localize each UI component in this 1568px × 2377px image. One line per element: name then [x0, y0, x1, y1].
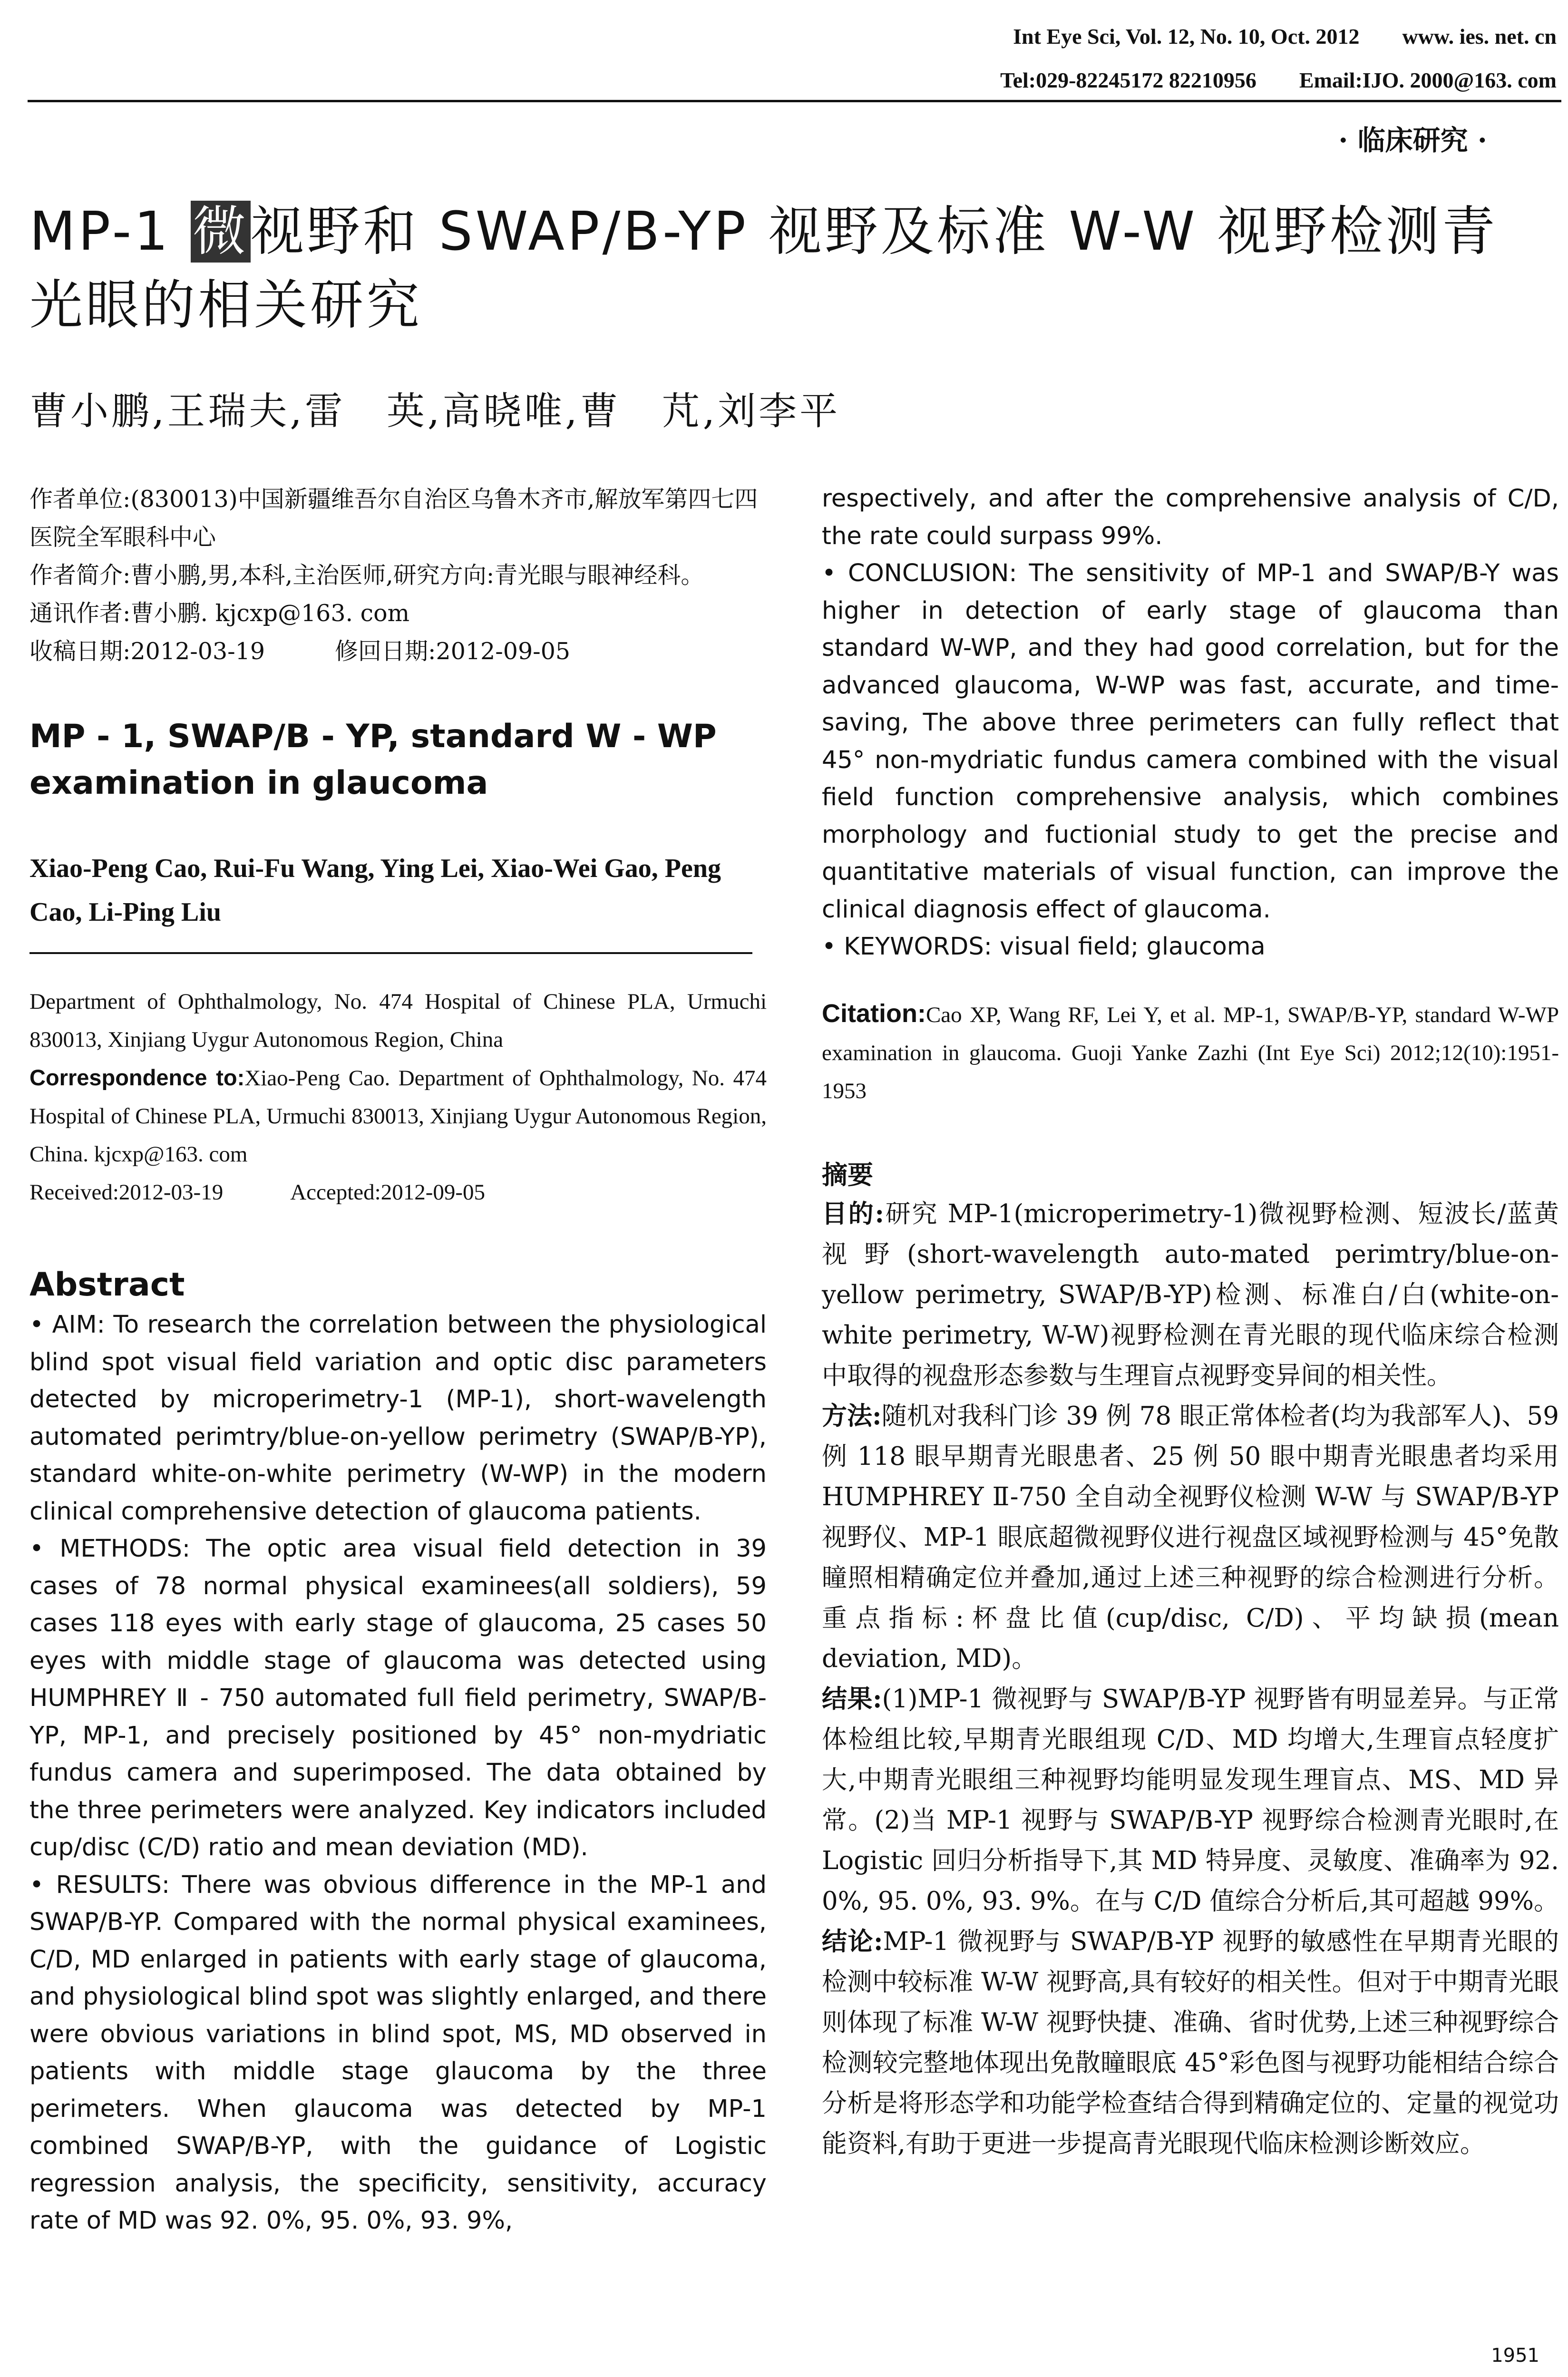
- journal-email: Email:IJO. 2000@163. com: [1299, 68, 1557, 92]
- journal-contact: [1000, 68, 1557, 93]
- citation-text: Cao XP, Wang RF, Lei Y, et al. MP-1, SWAP/B-YP, standard W-WP examination in glaucoma. Guoji Yanke Zazhi (Int Eye Sci) 2012;12(10):1951-1953: [822, 1002, 1559, 1103]
- journal-citation: Int Eye Sci, Vol. 12, No. 10, Oct. 2012: [1013, 24, 1360, 49]
- page-number: 1951: [1491, 2345, 1539, 2367]
- cn-results: [822, 1679, 1559, 1921]
- cn-methods-text: 随机对我科门诊 39 例 78 眼正常体检者(均为我部军人)、59 例 118 眼早期青光眼患者、25 例 50 眼中期青光眼患者均采用 HUMPHREY Ⅱ-750 全自动全视野仪检测 W-W 与 SWAP/B-YP 视野仪、MP-1 眼底超微视野仪进行视盘区域视野检测与 45°免散瞳照相精确定位并叠加,通过上述三种视野的综合检测进行分析。重点指标:杯盘比值(cup/disc, C/D)、平均缺损(mean deviation, MD)。: [822, 1401, 1559, 1673]
- cn-aim-text: 研究 MP-1(microperimetry-1)微视野检测、短波长/蓝黄视野(short-wavelength auto-mated perimtry/blue-on-yellow perimetry, SWAP/B-YP)检测、标准白/白(white-on-white perimetry, W-W)视野检测在青光眼的现代临床综合检测中取得的视盘形态参数与生理盲点视野变异间的相关性。: [822, 1199, 1559, 1390]
- affiliation: [29, 983, 767, 1211]
- author-info-chinese: [29, 480, 767, 671]
- cn-results-text: (1)MP-1 微视野与 SWAP/B-YP 视野皆有明显差异。与正常体检组比较,早期青光眼组现 C/D、MD 均增大,生理盲点轻度扩大,中期青光眼组三种视野均能明显发现生理盲点、MS、MD 异常。(2)当 MP-1 视野与 SWAP/B-YP 视野综合检测青光眼时,在 Logistic 回归分析指导下,其 MD 特异度、灵敏度、准确率为 92. 0%, 95. 0%, 93. 9%。在与 C/D 值综合分析后,其可超越 99%。: [822, 1684, 1559, 1916]
- cn-methods: [822, 1396, 1559, 1679]
- journal-tel: Tel:029-82245172 82210956: [1000, 68, 1256, 92]
- cn-conclusion: [822, 1921, 1559, 2164]
- abstract-conclusion: • CONCLUSION: The sensitivity of MP-1 and SWAP/B-Y was higher in detection of early stage of glaucoma than standard W-WP, and they had good correlation, but for the advanced glaucoma, W-WP was fast, accurate, and time-saving, The above three perimeters can fully reflect that 45° non-mydriatic fundus camera combined with the visual field function comprehensive analysis, which combines morphology and fuctionial study to get the precise and quantitative materials of visual function, can improve the clinical diagnosis effect of glaucoma.: [822, 559, 1559, 924]
- author-bio: 作者简介:曹小鹏,男,本科,主治医师,研究方向:青光眼与眼神经科。: [29, 562, 704, 589]
- journal-website: www. ies. net. cn: [1402, 24, 1557, 49]
- title-part-2: 视野和 SWAP/B-YP 视野及标准 W-W 视野检测青光眼的相关研究: [29, 201, 1498, 336]
- abstract-aim: • AIM: To research the correlation between the physiological blind spot visual field variation and optic disc parameters detected by microperimetry-1 (MP-1), short-wavelength automated perimtry/blue-on-yellow perimetry (SWAP/B-YP), standard white-on-white perimetry (W-WP) in the modern clinical comprehensive detection of glaucoma patients.: [29, 1311, 767, 1526]
- cn-methods-label: 方法:: [822, 1401, 882, 1431]
- title-highlight: 微: [191, 201, 251, 263]
- journal-header: [1013, 24, 1557, 49]
- article-title: [29, 195, 1542, 342]
- cn-conclusion-text: MP-1 微视野与 SWAP/B-YP 视野的敏感性在早期青光眼的检测中较标准 W-W 视野高,具有较好的相关性。但对于中期青光眼则体现了标准 W-W 视野快捷、准确、省时优势,上述三种视野综合检测较完整地体现出免散瞳眼底 45°彩色图与视野功能相结合综合分析是将形态学和功能学检查结合得到精确定位的、定量的视觉功能资料,有助于更进一步提高青光眼现代临床检测诊断效应。: [822, 1927, 1559, 2158]
- abstract-results-continued: respectively, and after the comprehensive analysis of C/D, the rate could surpass 99%.: [822, 485, 1559, 550]
- english-authors: Xiao-Peng Cao, Rui-Fu Wang, Ying Lei, Xiao-Wei Gao, Peng Cao, Li-Ping Liu: [29, 854, 721, 927]
- cn-aim-label: 目的:: [822, 1198, 885, 1228]
- cn-conclusion-label: 结论:: [822, 1926, 883, 1956]
- correspondence: [29, 1059, 767, 1173]
- title-part-1: MP-1: [29, 201, 191, 263]
- citation: [822, 994, 1559, 1110]
- header-divider: [28, 100, 1561, 102]
- cn-results-label: 结果:: [822, 1684, 882, 1714]
- right-column: [822, 480, 1559, 2164]
- chinese-abstract-heading: 摘要: [822, 1159, 873, 1190]
- english-title: MP - 1, SWAP/B - YP, standard W - WP examination in glaucoma: [29, 718, 717, 802]
- abstract-heading: Abstract: [29, 1266, 185, 1304]
- abstract-results: • RESULTS: There was obvious difference in the MP-1 and SWAP/B-YP. Compared with the normal physical examinees, C/D, MD enlarged in patients with early stage of glaucoma, and physiological blind spot was slightly enlarged, and there were obvious variations in blind spot, MS, MD observed in patients with middle stage glaucoma by the three perimeters. When glaucoma was detected by MP-1 combined SWAP/B-YP, with the guidance of Logistic regression analysis, the specificity, sensitivity, accuracy rate of MD was 92. 0%, 95. 0%, 93. 9%,: [29, 1870, 767, 2235]
- authors-divider: [29, 952, 752, 954]
- department: Department of Ophthalmology, No. 474 Hospital of Chinese PLA, Urmuchi 830013, Xinjiang Uygur Autonomous Region, China: [29, 989, 767, 1052]
- abstract-methods: • METHODS: The optic area visual field detection in 39 cases of 78 normal physical examinees(all soldiers), 59 cases 118 eyes with early stage of glaucoma, 25 cases 50 eyes with middle stage of glaucoma was detected using HUMPHREY Ⅱ - 750 automated full field perimetry, SWAP/B-YP, MP-1, and precisely positioned by 45° non-mydriatic fundus camera and superimposed. The data obtained by the three perimeters were analyzed. Key indicators included cup/disc (C/D) ratio and mean deviation (MD).: [29, 1535, 767, 1861]
- correspondence-text: Xiao-Peng Cao. Department of Ophthalmology, No. 474 Hospital of Chinese PLA, Urmuchi 830013, Xinjiang Uygur Autonomous Region, China. kjcxp@163. com: [29, 1066, 767, 1167]
- received-accepted-dates: Received:2012-03-19 Accepted:2012-09-05: [29, 1180, 486, 1205]
- chinese-abstract-body: [822, 1194, 1559, 2164]
- cn-aim: [822, 1194, 1559, 1396]
- corresponding-author: 通讯作者:曹小鹏. kjcxp@163. com: [29, 600, 410, 627]
- citation-label: Citation:: [822, 999, 926, 1028]
- authors-chinese: 曹小鹏,王瑞夫,雷 英,高晓唯,曹 芃,刘李平: [29, 389, 841, 433]
- section-label: · 临床研究 ·: [1338, 124, 1487, 156]
- abstract-body-continued: [822, 480, 1559, 966]
- correspondence-label: Correspondence to:: [29, 1065, 245, 1090]
- abstract-body: [29, 1306, 767, 2240]
- received-dates-chinese: 收稿日期:2012-03-19 修回日期:2012-09-05: [29, 638, 571, 665]
- abstract-keywords: • KEYWORDS: visual field; glaucoma: [822, 933, 1266, 961]
- left-column: [29, 480, 767, 2240]
- author-unit: 作者单位:(830013)中国新疆维吾尔自治区乌鲁木齐市,解放军第四七四医院全军眼科中心: [29, 486, 758, 551]
